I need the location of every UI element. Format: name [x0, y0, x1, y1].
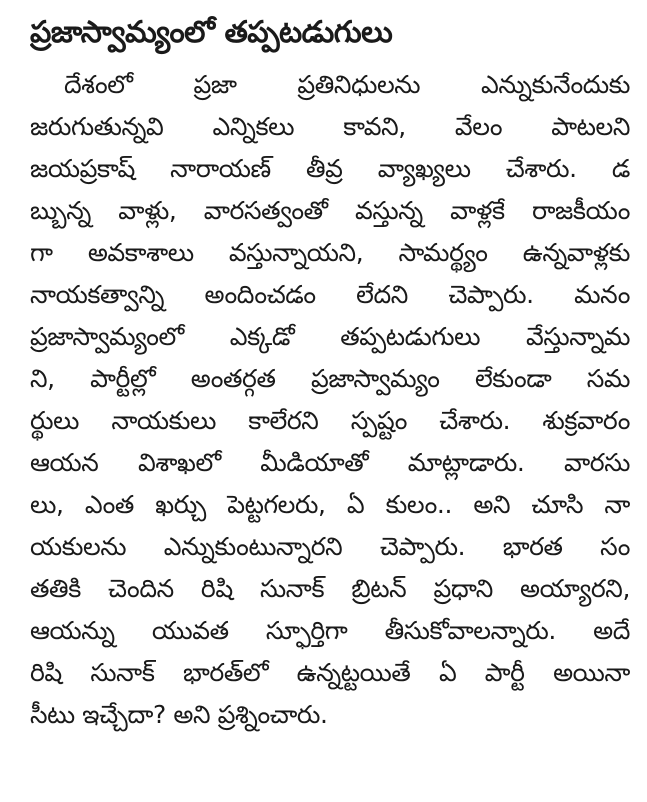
- body-line: లు, ఎంత ఖర్చు పెట్టగలరు, ఏ కులం.. అని చూసి నా: [30, 490, 630, 519]
- body-line: ప్రజాస్వామ్యంలో ఎక్కడో తప్పటడుగులు వేస్తున్నామ: [30, 322, 630, 351]
- body-line: తతికి చెందిన రిషి సునాక్ బ్రిటన్ ప్రధాని అయ్యారని,: [30, 574, 630, 603]
- body-line: సీటు ఇచ్చేదా? అని ప్రశ్నించారు.: [30, 700, 328, 729]
- news-article: [30, 10, 630, 736]
- body-line: ర్థులు నాయకులు కాలేరని స్పష్టం చేశారు. శుక్రవారం: [30, 406, 630, 435]
- body-line: ఆయన్ను యువత స్ఫూర్తిగా తీసుకోవాలన్నారు. అదే: [30, 616, 630, 645]
- body-line: రిషి సునాక్ భారత్‌లో ఉన్నట్టయితే ఏ పార్టీ అయినా: [30, 658, 630, 687]
- body-line: ఆయన విశాఖలో మీడియాతో మాట్లాడారు. వారసు: [30, 448, 630, 477]
- body-line: జయప్రకాష్ నారాయణ్ తీవ్ర వ్యాఖ్యలు చేశారు. డ: [30, 154, 630, 183]
- body-line: దేశంలో ప్రజా ప్రతినిధులను ఎన్నుకునేందుకు: [64, 70, 630, 99]
- body-line: జరుగుతున్నవి ఎన్నికలు కావని, వేలం పాటలని: [30, 112, 630, 141]
- body-line: బ్బున్న వాళ్లు, వారసత్వంతో వస్తున్న వాళ్లకే రాజకీయం: [30, 196, 630, 225]
- body-line: గా అవకాశాలు వస్తున్నాయని, సామర్థ్యం ఉన్నవాళ్లకు: [30, 238, 630, 267]
- body-line: నాయకత్వాన్ని అందించడం లేదని చెప్పారు. మనం: [30, 280, 630, 309]
- article-headline: ప్రజాస్వామ్యంలో తప్పటడుగులు: [30, 15, 393, 50]
- body-line: యకులను ఎన్నుకుంటున్నారని చెప్పారు. భారత సం: [30, 532, 630, 561]
- body-line: ని, పార్టీల్లో అంతర్గత ప్రజాస్వామ్యం లేకుండా సమ: [30, 364, 630, 393]
- article-body: [30, 64, 630, 736]
